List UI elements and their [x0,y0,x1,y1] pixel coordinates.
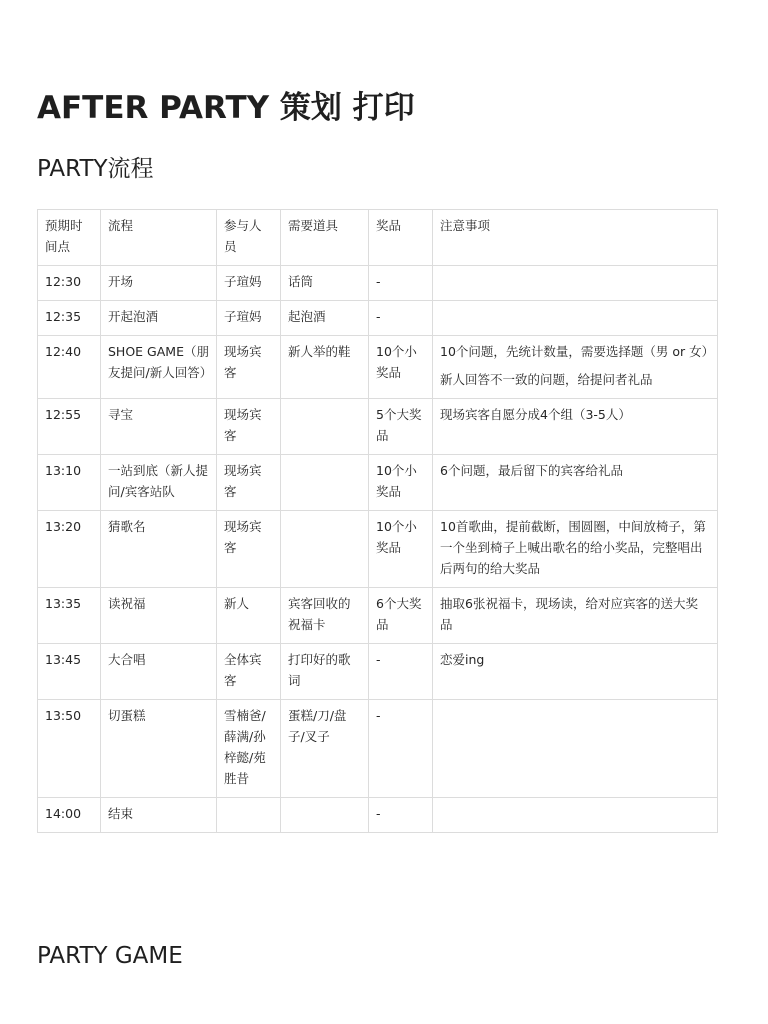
cell-flow: 结束 [101,798,217,833]
cell-time: 12:55 [38,399,101,455]
note-paragraph: 10个问题，先统计数量，需要选择题（男 or 女） [440,344,715,359]
cell-prize: 10个小奖品 [369,455,433,511]
cell-notes [433,588,718,644]
cell-flow: 开场 [101,266,217,301]
cell-time: 12:40 [38,336,101,399]
cell-notes [433,511,718,588]
header-cell: 需要道具 [281,210,369,266]
cell-people: 新人 [217,588,281,644]
cell-prize: 10个小奖品 [369,336,433,399]
table-row [38,700,718,798]
cell-flow: 开起泡酒 [101,301,217,336]
cell-flow: 切蛋糕 [101,700,217,798]
party-schedule-table [37,209,718,833]
cell-notes [433,301,718,336]
header-cell: 流程 [101,210,217,266]
table-row [38,455,718,511]
header-cell: 预期时间点 [38,210,101,266]
table-header-row [38,210,718,266]
cell-flow: 一站到底（新人提问/宾客站队 [101,455,217,511]
table-row [38,266,718,301]
cell-prize: - [369,266,433,301]
table-row [38,511,718,588]
cell-people: 全体宾客 [217,644,281,700]
table-row [38,399,718,455]
cell-people: 雪楠爸/薛满/孙梓懿/苑胜昔 [217,700,281,798]
cell-flow: SHOE GAME（朋友提问/新人回答） [101,336,217,399]
note-paragraph: 10首歌曲，提前截断，围圆圈，中间放椅子，第一个坐到椅子上喊出歌名的给小奖品，完整唱出后两句的给大奖品 [440,519,706,576]
cell-props [281,798,369,833]
cell-people: 现场宾客 [217,399,281,455]
cell-time: 13:20 [38,511,101,588]
cell-notes [433,266,718,301]
cell-people: 现场宾客 [217,511,281,588]
cell-notes [433,798,718,833]
cell-props: 打印好的歌词 [281,644,369,700]
table-row [38,301,718,336]
cell-time: 12:35 [38,301,101,336]
cell-time: 13:10 [38,455,101,511]
note-paragraph: 新人回答不一致的问题，给提问者礼品 [440,372,653,387]
cell-prize: - [369,301,433,336]
note-paragraph: 抽取6张祝福卡，现场读，给对应宾客的送大奖品 [440,596,698,632]
cell-flow: 读祝福 [101,588,217,644]
note-paragraph: 6个问题，最后留下的宾客给礼品 [440,463,623,478]
table-row [38,644,718,700]
cell-time: 14:00 [38,798,101,833]
cell-props: 蛋糕/刀/盘子/叉子 [281,700,369,798]
cell-people: 子瑄妈 [217,301,281,336]
cell-flow: 猜歌名 [101,511,217,588]
table-row [38,336,718,399]
cell-flow: 大合唱 [101,644,217,700]
cell-flow: 寻宝 [101,399,217,455]
cell-notes [433,700,718,798]
note-paragraph: 现场宾客自愿分成4个组（3-5人） [440,407,631,422]
cell-prize: - [369,798,433,833]
cell-notes [433,644,718,700]
cell-props: 话筒 [281,266,369,301]
cell-people: 子瑄妈 [217,266,281,301]
section-title-party-flow: PARTY流程 [37,156,154,182]
cell-notes [433,455,718,511]
cell-people: 现场宾客 [217,455,281,511]
header-cell: 奖品 [369,210,433,266]
cell-time: 13:45 [38,644,101,700]
cell-props [281,399,369,455]
cell-people: 现场宾客 [217,336,281,399]
cell-props [281,455,369,511]
cell-prize: - [369,644,433,700]
note-paragraph: 恋爱ing [440,652,485,667]
cell-props [281,511,369,588]
cell-prize: 6个大奖品 [369,588,433,644]
cell-time: 13:50 [38,700,101,798]
page-title: AFTER PARTY 策划 打印 [37,90,415,126]
cell-props: 宾客回收的祝福卡 [281,588,369,644]
header-cell: 注意事项 [433,210,718,266]
cell-prize: 10个小奖品 [369,511,433,588]
header-cell: 参与人员 [217,210,281,266]
table-row [38,588,718,644]
cell-props: 起泡酒 [281,301,369,336]
cell-notes [433,336,718,399]
table-row [38,798,718,833]
cell-people [217,798,281,833]
section-title-party-game: PARTY GAME [37,943,183,969]
cell-time: 13:35 [38,588,101,644]
cell-prize: - [369,700,433,798]
cell-time: 12:30 [38,266,101,301]
cell-notes [433,399,718,455]
cell-props: 新人举的鞋 [281,336,369,399]
cell-prize: 5个大奖品 [369,399,433,455]
